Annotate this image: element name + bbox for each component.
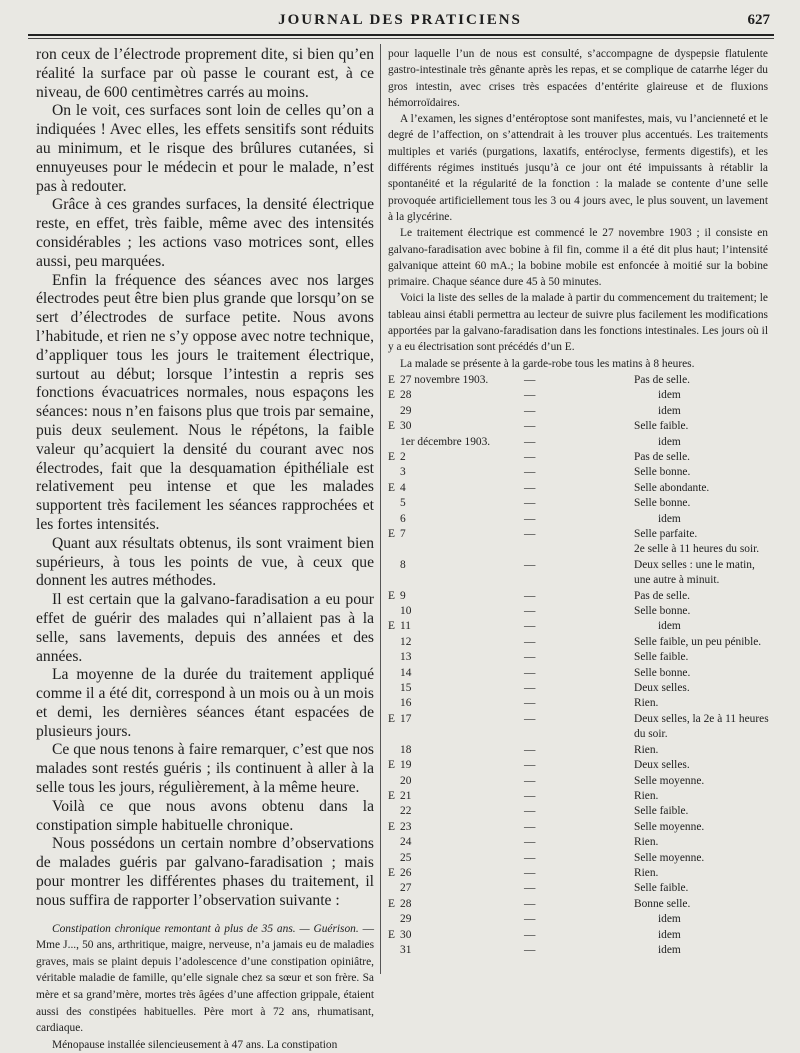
paragraph: Enfin la fréquence des séances avec nos larges électrodes peut être bien plus grande que lorsqu’on se sert d’électrodes de surface petite. Nous avons l’habitude, et rien ne s’y oppose avec notre technique, d’appliquer tous les jours le traitement électrique, surtout au début; lorsque l’intestin a repris ses fonctions évacuatrices normales, nous espaçons les séances: nous n’en faisons plus que trois par semaine, puis deux seulement. Nous le répétons, la faible valeur qu’acquiert la densité du courant avec nos électrodes, fait que la desquamation épithéliale est relativement peu intense et que les malades supportent très facilement les séances rapprochées et les fortes intensités. — [36, 271, 374, 533]
log-electrisation-mark: E — [388, 420, 395, 433]
log-dash: — — [524, 882, 536, 895]
log-dash: — — [524, 789, 536, 802]
log-day: 17 — [400, 712, 412, 725]
log-row — [388, 835, 770, 850]
log-day: 26 — [400, 866, 412, 879]
log-day: 29 — [400, 913, 412, 926]
log-electrisation-mark — [388, 604, 400, 619]
log-row — [388, 419, 770, 434]
log-dash: — — [524, 712, 536, 725]
log-electrisation-mark — [388, 404, 400, 419]
log-note: Deux selles : une le matin, une autre à minuit. — [634, 558, 755, 587]
paragraph: La moyenne de la durée du traitement appliqué comme il a été dit, correspond à un mois ou à un mois et demi, les dernières séances étant espacées de plusieurs jours. — [36, 666, 374, 740]
log-day: 16 — [400, 697, 412, 710]
header-rule — [28, 34, 774, 36]
log-row — [388, 373, 770, 388]
log-day: 30 — [400, 928, 412, 941]
log-note: Selle moyenne. — [634, 820, 705, 833]
log-dash: — — [524, 558, 536, 571]
log-note: Pas de selle. — [634, 373, 690, 386]
paragraph: pour laquelle l’un de nous est consulté, s’accompagne de dyspepsie flatulente gastro-intestinale très gênante après les repas, et se complique de catarrhe léger du gros intestin, avec crises très espacées d’entérite glaireuse et de fluxions hémorroïdaires. — [388, 48, 768, 109]
log-dash: — — [524, 635, 536, 648]
log-row — [388, 696, 770, 711]
log-row — [388, 912, 770, 927]
log-note: idem — [658, 435, 681, 448]
log-electrisation-mark: E — [388, 712, 395, 725]
log-row — [388, 435, 770, 450]
log-row — [388, 851, 770, 866]
paragraph: Ce que nous tenons à faire remarquer, c’est que nos malades sont restés guéris ; ils continuent à aller à la selle tous les jours, régulièrement, à la même heure. — [36, 741, 374, 797]
log-note: idem — [658, 404, 681, 417]
log-day: 12 — [400, 635, 412, 648]
log-row — [388, 943, 770, 958]
log-dash: — — [524, 666, 536, 679]
log-row — [388, 866, 770, 881]
log-day: 28 — [400, 897, 412, 910]
log-note: Selle bonne. — [634, 466, 691, 479]
paragraph: A l’examen, les signes d’entéroptose sont manifestes, mais, vu l’ancienneté et le degré de l’affection, on s’attendrait à les trouver plus accentués. Les traitements multiples et variés (purgations, laxatifs, entéroclyse, ferments digestifs), et les différents régimes institués jusqu’à ce jour ont été impuissants à rétablir la spontanéité et la régularité de la fonction : la malade se contente d’une selle provoquée artificiellement tous les 3 ou 4 jours avec, le plus souvent, un lavement à la glycérine. — [388, 113, 768, 223]
log-electrisation-mark — [388, 835, 400, 850]
log-dash: — — [524, 466, 536, 479]
log-row — [388, 804, 770, 819]
log-note: Selle moyenne. — [634, 851, 705, 864]
log-dash: — — [524, 805, 536, 818]
log-note: Pas de selle. — [634, 589, 690, 602]
log-day: 23 — [400, 820, 412, 833]
log-row — [388, 635, 770, 650]
log-day: 3 — [400, 466, 406, 479]
page-header — [0, 6, 800, 36]
log-dash: — — [524, 605, 536, 618]
header-rule-thin — [28, 38, 774, 39]
log-day: 24 — [400, 836, 412, 849]
log-dash: — — [524, 836, 536, 849]
log-note: Rien. — [634, 697, 659, 710]
log-note: Selle faible. — [634, 651, 689, 664]
log-electrisation-mark — [388, 435, 400, 450]
log-day: 27 — [400, 882, 412, 895]
log-electrisation-mark: E — [388, 373, 395, 386]
log-note: Selle parfaite. — [634, 528, 698, 540]
log-day: 28 — [400, 389, 412, 402]
log-electrisation-mark — [388, 558, 400, 589]
log-row — [388, 619, 770, 634]
log-dash: — — [524, 651, 536, 664]
observation-last-line: Ménopause installée silencieusement à 47 ans. La constipation — [52, 1038, 338, 1051]
log-day: 8 — [400, 558, 406, 571]
log-row — [388, 465, 770, 480]
log-note: Selle faible. — [634, 882, 689, 895]
log-electrisation-mark — [388, 851, 400, 866]
log-dash: — — [524, 897, 536, 910]
log-day: 29 — [400, 404, 412, 417]
log-dash: — — [524, 450, 536, 463]
log-note: Selle moyenne. — [634, 774, 705, 787]
log-dash — [500, 542, 634, 557]
log-dash: — — [524, 820, 536, 833]
log-electrisation-mark — [388, 681, 400, 696]
log-day: 10 — [400, 605, 412, 618]
log-day: 2 — [400, 450, 406, 463]
log-note: idem — [658, 620, 681, 633]
log-electrisation-mark — [388, 650, 400, 665]
log-note: Bonne selle. — [634, 897, 691, 910]
log-row — [388, 481, 770, 496]
log-dash: — — [524, 697, 536, 710]
log-dash: — — [524, 589, 536, 602]
left-column — [36, 46, 374, 1053]
log-day: 19 — [400, 759, 412, 772]
log-electrisation-mark — [388, 804, 400, 819]
log-day: 7 — [400, 528, 406, 540]
log-day: 15 — [400, 682, 412, 695]
log-day: 13 — [400, 651, 412, 664]
running-title: JOURNAL DES PRATICIENS — [278, 12, 522, 28]
log-dash: — — [524, 928, 536, 941]
log-dash: — — [524, 404, 536, 417]
log-note: Deux selles. — [634, 682, 690, 695]
log-electrisation-mark: E — [388, 789, 395, 802]
paragraph: On le voit, ces surfaces sont loin de celles qu’on a indiquées ! Avec elles, les effets sensitifs sont réduits au minimum, et le risque des brûlures cutanées, si ennuyeuses pour le médecin et pour le malade, n’est pas à redouter. — [36, 102, 374, 195]
log-electrisation-mark — [388, 912, 400, 927]
log-electrisation-mark — [388, 542, 400, 557]
paragraph: La malade se présente à la garde-robe tous les matins à 8 heures. — [400, 357, 695, 370]
log-note: 2e selle à 11 heures du soir. — [634, 543, 760, 556]
log-row — [388, 789, 770, 804]
log-day: 27 novembre 1903. — [400, 373, 489, 386]
log-electrisation-mark — [388, 743, 400, 758]
log-note: idem — [658, 512, 681, 525]
paragraph: Voici la liste des selles de la malade à partir du commencement du traitement; le tableau ainsi établi permettra au lecteur de suivre plus facilement les modifications apportées par la galvano-faradisation dans les fonctions intestinales. Les jours où il y a eu électrisation sont précédés d’un E. — [388, 292, 768, 354]
log-note: Selle faible, un peu pénible. — [634, 635, 762, 648]
log-day: 30 — [400, 420, 412, 433]
log-dash: — — [524, 481, 536, 494]
log-day: 25 — [400, 851, 412, 864]
log-day: 31 — [400, 943, 412, 956]
log-dash: — — [524, 497, 536, 510]
log-dash: — — [524, 774, 536, 787]
log-day: 21 — [400, 789, 412, 802]
log-row — [388, 774, 770, 789]
log-dash: — — [524, 943, 536, 956]
log-dash: — — [524, 913, 536, 926]
log-row — [388, 681, 770, 696]
log-note: idem — [658, 389, 681, 402]
log-note: Rien. — [634, 836, 659, 849]
log-electrisation-mark: E — [388, 620, 395, 633]
paragraph: Il est certain que la galvano-faradisation a eu pour effet de guérir des malades qui n’allaient pas à la selle, sans lavements, depuis des années et des années. — [36, 591, 374, 665]
page-number: 627 — [747, 12, 770, 28]
log-dash: — — [524, 420, 536, 433]
log-row — [388, 589, 770, 604]
log-note: idem — [658, 928, 681, 941]
log-row — [388, 388, 770, 403]
log-electrisation-mark — [388, 696, 400, 711]
log-note: Rien. — [634, 866, 659, 879]
observation-title: Constipation chronique remontant à plus de 35 ans. — Guérison. — [52, 922, 359, 935]
column-divider — [380, 44, 381, 974]
log-electrisation-mark — [388, 635, 400, 650]
log-note: Selle faible. — [634, 805, 689, 818]
log-note: idem — [658, 913, 681, 926]
log-electrisation-mark: E — [388, 589, 395, 602]
paragraph: Voilà ce que nous avons obtenu dans la constipation simple habituelle chronique. — [36, 797, 374, 834]
log-row — [388, 527, 770, 542]
log-electrisation-mark: E — [388, 897, 395, 910]
log-row — [388, 712, 770, 743]
log-day: 1er décembre 1903. — [400, 435, 491, 448]
log-day: 22 — [400, 805, 412, 818]
log-note: Selle bonne. — [634, 497, 691, 510]
log-day: 11 — [400, 620, 411, 633]
log-electrisation-mark: E — [388, 928, 395, 941]
log-day: 5 — [400, 497, 406, 510]
log-dash: — — [524, 435, 536, 448]
log-electrisation-mark — [388, 666, 400, 681]
log-note: Rien. — [634, 743, 659, 756]
log-electrisation-mark: E — [388, 528, 395, 540]
log-row — [388, 542, 770, 557]
log-row — [388, 820, 770, 835]
log-electrisation-mark: E — [388, 389, 395, 402]
log-row — [388, 404, 770, 419]
log-dash: — — [524, 512, 536, 525]
log-dash: — — [524, 682, 536, 695]
log-electrisation-mark: E — [388, 450, 395, 463]
log-row — [388, 897, 770, 912]
log-day: 20 — [400, 774, 412, 787]
log-electrisation-mark — [388, 774, 400, 789]
log-row — [388, 496, 770, 511]
log-dash: — — [524, 389, 536, 402]
log-note: Selle faible. — [634, 420, 689, 433]
log-dash: — — [524, 759, 536, 772]
log-dash: — — [524, 866, 536, 879]
log-note: Selle abondante. — [634, 481, 710, 494]
log-day: 4 — [400, 481, 406, 494]
log-row — [388, 512, 770, 527]
log-note: Deux selles. — [634, 759, 690, 772]
log-electrisation-mark — [388, 512, 400, 527]
log-row — [388, 558, 770, 589]
paragraph: ron ceux de l’électrode proprement dite, si bien qu’en réalité la surface par où passe le courant est, à ce niveau, de 600 centimètres carrés au moins. — [36, 46, 374, 101]
log-dash: — — [524, 528, 536, 540]
log-electrisation-mark: E — [388, 481, 395, 494]
log-electrisation-mark — [388, 465, 400, 480]
log-dash: — — [524, 620, 536, 633]
log-electrisation-mark: E — [388, 759, 395, 772]
paragraph: Grâce à ces grandes surfaces, la densité électrique reste, en effet, très faible, même avec des intensités considérables ; les actions vaso motrices sont, elles aussi, peu marquées. — [36, 196, 374, 270]
log-day: 6 — [400, 512, 406, 525]
log-day: 9 — [400, 589, 406, 602]
log-note: Selle bonne. — [634, 666, 691, 679]
observation-text: — Mme J..., 50 ans, arthritique, maigre, nerveuse, n’a jamais eu de maladies graves, mais se plaint depuis l’adolescence d’une constipation opiniâtre, véritable maladie de famille, qu’elle signale chez sa sœur et son frère. Sa mère et sa grand’mère, mortes très âgées d’une affection grippale, étaient aussi des constipées habituelles. Père mort à 72 ans, rhumatisant, cardiaque. — [36, 922, 374, 1035]
log-day: 14 — [400, 666, 412, 679]
log-row — [388, 650, 770, 665]
log-electrisation-mark: E — [388, 866, 395, 879]
log-electrisation-mark — [388, 943, 400, 958]
log-row — [388, 450, 770, 465]
log-electrisation-mark — [388, 881, 400, 896]
stool-log-table — [388, 373, 770, 958]
right-column — [388, 46, 768, 958]
log-dash: — — [524, 743, 536, 756]
observation-paragraph — [36, 921, 374, 1037]
paragraph: Quant aux résultats obtenus, ils sont vraiment bien supérieurs, à tous les points de vue, à ceux que donnent les autres méthodes. — [36, 534, 374, 590]
log-dash: — — [524, 851, 536, 864]
log-row — [388, 758, 770, 773]
paragraph: Nous possédons un certain nombre d’observations de malades guéris par galvano-faradisation ; mais pour montrer les différentes phases du traitement, il nous suffira de rapporter l’observation suivante : — [36, 835, 374, 909]
log-row — [388, 743, 770, 758]
log-day — [400, 542, 500, 557]
log-note: Pas de selle. — [634, 450, 690, 463]
log-note: Rien. — [634, 789, 659, 802]
log-electrisation-mark — [388, 496, 400, 511]
log-row — [388, 881, 770, 896]
log-note: idem — [658, 943, 681, 956]
log-row — [388, 928, 770, 943]
paragraph: Le traitement électrique est commencé le 27 novembre 1903 ; il consiste en galvano-faradisation avec bobine à fil fin, comme il a été dit plus haut; l’intensité galvanique atteint 60 mA.; la bobine mobile est enfoncée à moitié sur la bobine primaire. Chaque séance dure 45 à 50 minutes. — [388, 227, 768, 289]
log-note: Deux selles, la 2e à 11 heures du soir. — [634, 712, 769, 741]
log-electrisation-mark: E — [388, 820, 395, 833]
log-dash: — — [524, 373, 536, 386]
log-row — [388, 666, 770, 681]
log-row — [388, 604, 770, 619]
log-note: Selle bonne. — [634, 605, 691, 618]
log-day: 18 — [400, 743, 412, 756]
